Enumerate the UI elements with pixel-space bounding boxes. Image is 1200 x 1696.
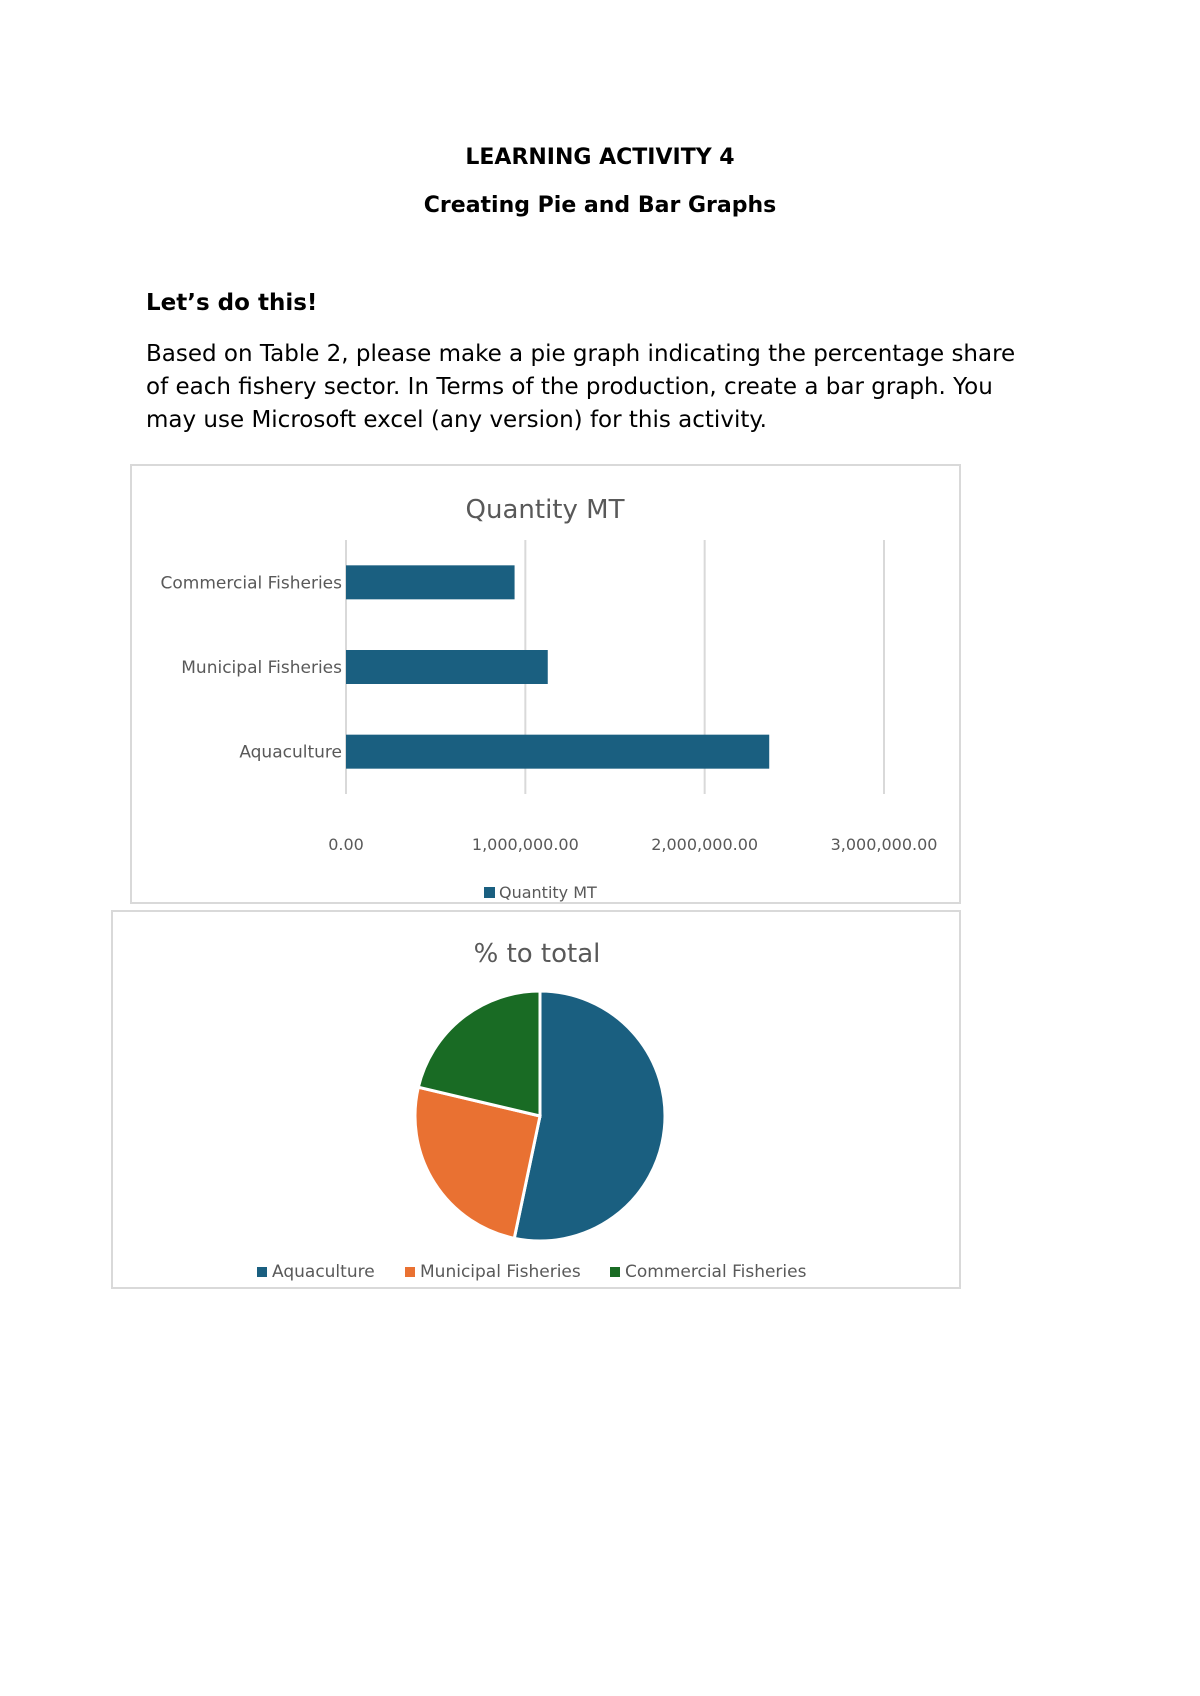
- bar-municipal-fisheries: [346, 650, 548, 684]
- bar-chart: [130, 464, 961, 904]
- bar-x-tick-label: 1,000,000.00: [471, 835, 579, 854]
- bar-x-tick-label: 2,000,000.00: [651, 835, 759, 854]
- legend-label-commercial-fisheries: Commercial Fisheries: [625, 1262, 807, 1282]
- legend-swatch-municipal-fisheries: [405, 1267, 415, 1277]
- bar-chart-title: Quantity MT: [465, 495, 625, 525]
- instructions-paragraph: Based on Table 2, please make a pie graph indicating the percentage share of each fishery sector. In Terms of the production, create a bar graph. You may use Microsoft excel (any version) for this activity.: [146, 341, 1016, 433]
- legend-swatch-quantity: [484, 887, 495, 898]
- bar-x-tick-label: 3,000,000.00: [830, 835, 938, 854]
- legend-swatch-commercial-fisheries: [610, 1267, 620, 1277]
- page-title: LEARNING ACTIVITY 4: [465, 145, 735, 170]
- legend-label-aquaculture: Aquaculture: [272, 1262, 375, 1282]
- pie-chart-title: % to total: [473, 939, 601, 969]
- legend-swatch-aquaculture: [257, 1267, 267, 1277]
- pie-chart: [111, 910, 961, 1289]
- legend-label-quantity: Quantity MT: [499, 883, 597, 902]
- bar-aquaculture: [346, 735, 769, 769]
- bar-chart-svg: [132, 466, 959, 902]
- bar-x-tick-label: 0.00: [328, 835, 364, 854]
- pie-chart-svg: [113, 912, 959, 1287]
- page-subtitle: Creating Pie and Bar Graphs: [423, 193, 777, 218]
- prompt-heading: Let’s do this!: [146, 290, 318, 316]
- bar-commercial-fisheries: [346, 565, 515, 599]
- bar-category-label: Municipal Fisheries: [181, 658, 342, 678]
- bar-category-label: Commercial Fisheries: [160, 573, 342, 594]
- legend-label-municipal-fisheries: Municipal Fisheries: [420, 1262, 581, 1282]
- bar-category-label: Aquaculture: [239, 742, 342, 763]
